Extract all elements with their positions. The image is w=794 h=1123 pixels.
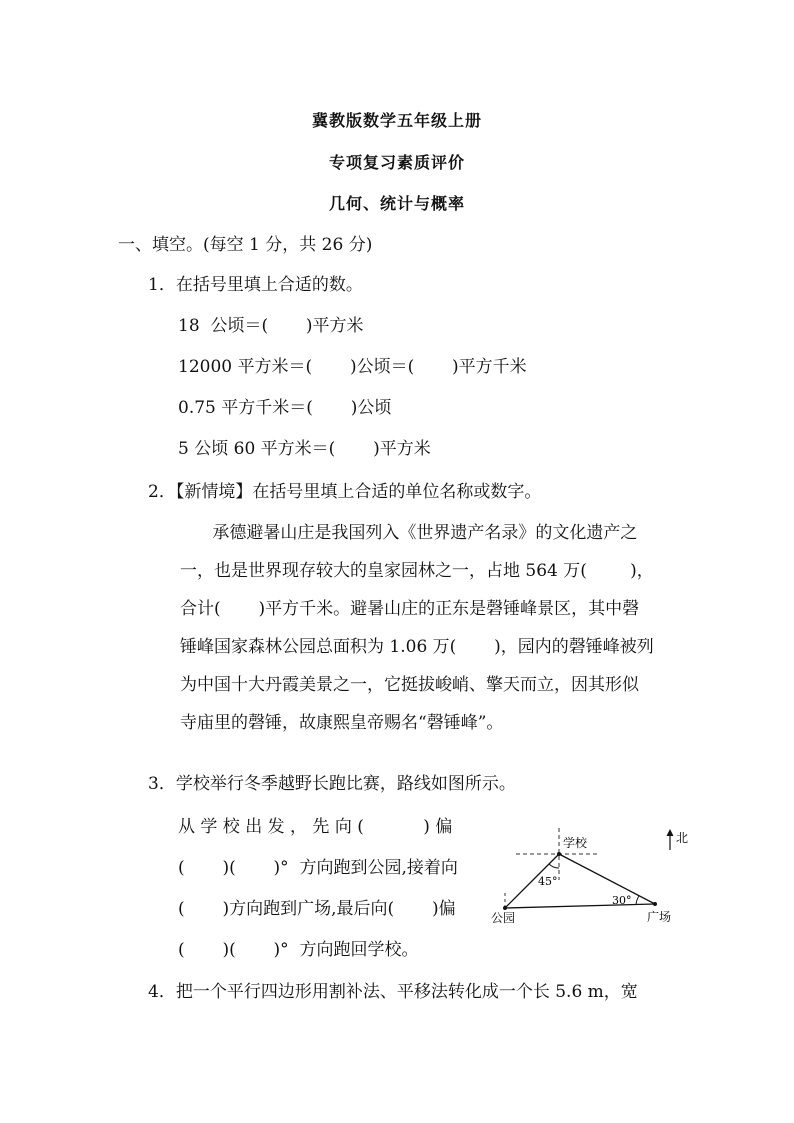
north-arrow-icon — [667, 829, 674, 836]
question-1-line: 0.75 平方千米＝( )公顷 — [178, 398, 392, 418]
paragraph-line: 为中国十大丹霞美景之一，它挺拔峻峭、擎天而立，因其形似 — [180, 675, 639, 695]
park-label: 公园 — [491, 911, 516, 925]
paragraph-line: 锤峰国家森林公园总面积为 1.06 万( )，园内的磬锤峰被列 — [180, 637, 654, 657]
angle-arc-square — [636, 896, 639, 905]
paragraph-line: 承德避暑山庄是我国列入《世界遗产名录》的文化遗产之 — [180, 523, 638, 543]
route-school-square — [559, 854, 655, 904]
paragraph-line: 寺庙里的磬锤，故康熙皇帝赐名“磬锤峰”。 — [180, 713, 504, 733]
question-2-stem: 2．【新情境】在括号里填上合适的单位名称或数字。 — [148, 482, 542, 502]
angle-label-square: 30° — [612, 894, 632, 907]
question-1-line: 18 公顷＝( )平方米 — [178, 316, 364, 336]
square-label: 广场 — [647, 910, 672, 924]
question-2-paragraph — [180, 514, 680, 742]
school-point — [557, 852, 561, 856]
route-diagram — [486, 820, 706, 930]
paragraph-line: 合计( )平方千米。避暑山庄的正东是磬锤峰景区，其中磬 — [180, 599, 640, 619]
question-3-line: 从 学 校 出 发 ， 先 向 ( ) 偏 — [178, 817, 453, 837]
section-heading: 一、填空。(每空 1 分，共 26 分) — [118, 235, 373, 255]
question-1-line: 12000 平方米＝( )公顷＝( )平方千米 — [178, 357, 527, 377]
question-3-stem: 3．学校举行冬季越野长跑比赛，路线如图所示。 — [148, 774, 516, 794]
question-3-line: ( )( )° 方向跑回学校。 — [178, 940, 419, 960]
school-label: 学校 — [563, 836, 588, 850]
question-1-stem: 1．在括号里填上合适的数。 — [148, 275, 363, 295]
square-point — [653, 902, 657, 906]
document-title: 冀教版数学五年级上册 — [311, 111, 482, 130]
paragraph-line: 一，也是世界现存较大的皇家园林之一，占地 564 万( )， — [180, 561, 654, 581]
angle-arc-park — [549, 864, 559, 868]
question-3-line: ( )( )° 方向跑到公园,接着向 — [178, 858, 458, 878]
document-topic: 几何、统计与概率 — [328, 194, 465, 213]
question-1-line: 5 公顷 60 平方米＝( )平方米 — [178, 439, 431, 459]
document-subtitle: 专项复习素质评价 — [328, 153, 465, 172]
angle-label-park: 45° — [538, 875, 558, 888]
north-label: 北 — [676, 831, 689, 845]
question-4-stem: 4．把一个平行四边形用割补法、平移法转化成一个长 5.6 m，宽 — [148, 982, 638, 1002]
question-3-line: ( )方向跑到广场,最后向( )偏 — [178, 899, 456, 919]
park-point — [503, 906, 507, 910]
route-park-square — [505, 904, 655, 908]
